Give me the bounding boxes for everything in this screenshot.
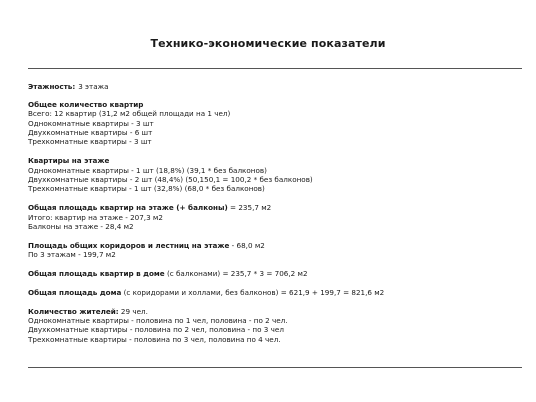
apartments-per-floor-line: Однокомнатные квартиры - 1 шт (18,8%) (39,1 * без балконов) bbox=[28, 165, 267, 175]
house-area-value: (с коридорами и холлами, без балконов) = 621,9 + 199,7 = 821,6 м2 bbox=[121, 287, 385, 297]
bottom-divider bbox=[28, 367, 522, 368]
floor-area-section bbox=[28, 203, 522, 231]
total-apartments-line: Однокомнатные квартиры - 3 шт bbox=[28, 118, 154, 128]
floors-value: 3 этажа bbox=[78, 82, 109, 91]
corridors-value: - 68,0 м2 bbox=[229, 240, 265, 250]
corridors-section bbox=[28, 241, 522, 260]
total-apartments-line: Всего: 12 квартир (31,2 м2 общей площади на 1 чел) bbox=[28, 109, 231, 119]
residents-value: 29 чел. bbox=[118, 306, 148, 316]
floors-label: Этажность: bbox=[28, 82, 76, 91]
floors-section bbox=[28, 82, 522, 91]
total-apartments-line: Двухкомнатные квартиры - 6 шт bbox=[28, 128, 153, 138]
floor-area-line: Итого: квартир на этаже - 207,3 м2 bbox=[28, 212, 163, 222]
residents-line: Однокомнатные квартиры - половина по 1 чел, половина - по 2 чел. bbox=[28, 316, 288, 326]
indicators-content bbox=[28, 82, 522, 354]
total-apartments-heading: Общее количество квартир bbox=[28, 99, 144, 109]
house-apartments-area-heading: Общая площадь квартир в доме bbox=[28, 269, 165, 279]
residents-section bbox=[28, 307, 522, 345]
floor-area-value: = 235,7 м2 bbox=[227, 203, 272, 213]
residents-line: Двухкомнатные квартиры - половина по 2 чел, половина - по 3 чел bbox=[28, 325, 284, 335]
apartments-per-floor-line: Трехкомнатные квартиры - 1 шт (32,8%) (68,0 * без балконов) bbox=[28, 184, 265, 194]
page-title: Технико-экономические показатели bbox=[150, 37, 386, 50]
apartments-per-floor-line: Двухкомнатные квартиры - 2 шт (48,4%) (50,150,1 = 100,2 * без балконов) bbox=[28, 175, 313, 185]
house-apartments-area-value: (с балконами) = 235,7 * 3 = 706,2 м2 bbox=[164, 269, 308, 279]
residents-heading: Количество жителей: bbox=[28, 306, 119, 316]
residents-line: Трехкомнатные квартиры - половина по 3 чел, половина по 4 чел. bbox=[28, 334, 281, 344]
corridors-heading: Площадь общих коридоров и лестниц на этаже bbox=[28, 240, 230, 250]
floor-area-heading: Общая площадь квартир на этаже (+ балконы) bbox=[28, 203, 228, 213]
floor-area-line: Балконы на этаже - 28,4 м2 bbox=[28, 222, 134, 232]
house-apartments-area-section bbox=[28, 269, 522, 278]
corridors-line: По 3 этажам - 199,7 м2 bbox=[28, 250, 116, 260]
total-apartments-section bbox=[28, 100, 522, 147]
house-area-heading: Общая площадь дома bbox=[28, 287, 122, 297]
total-apartments-line: Трехкомнатные квартиры - 3 шт bbox=[28, 137, 152, 147]
top-divider bbox=[28, 68, 522, 69]
apartments-per-floor-heading: Квартиры на этаже bbox=[28, 156, 110, 166]
apartments-per-floor-section bbox=[28, 156, 522, 194]
house-area-section bbox=[28, 288, 522, 297]
